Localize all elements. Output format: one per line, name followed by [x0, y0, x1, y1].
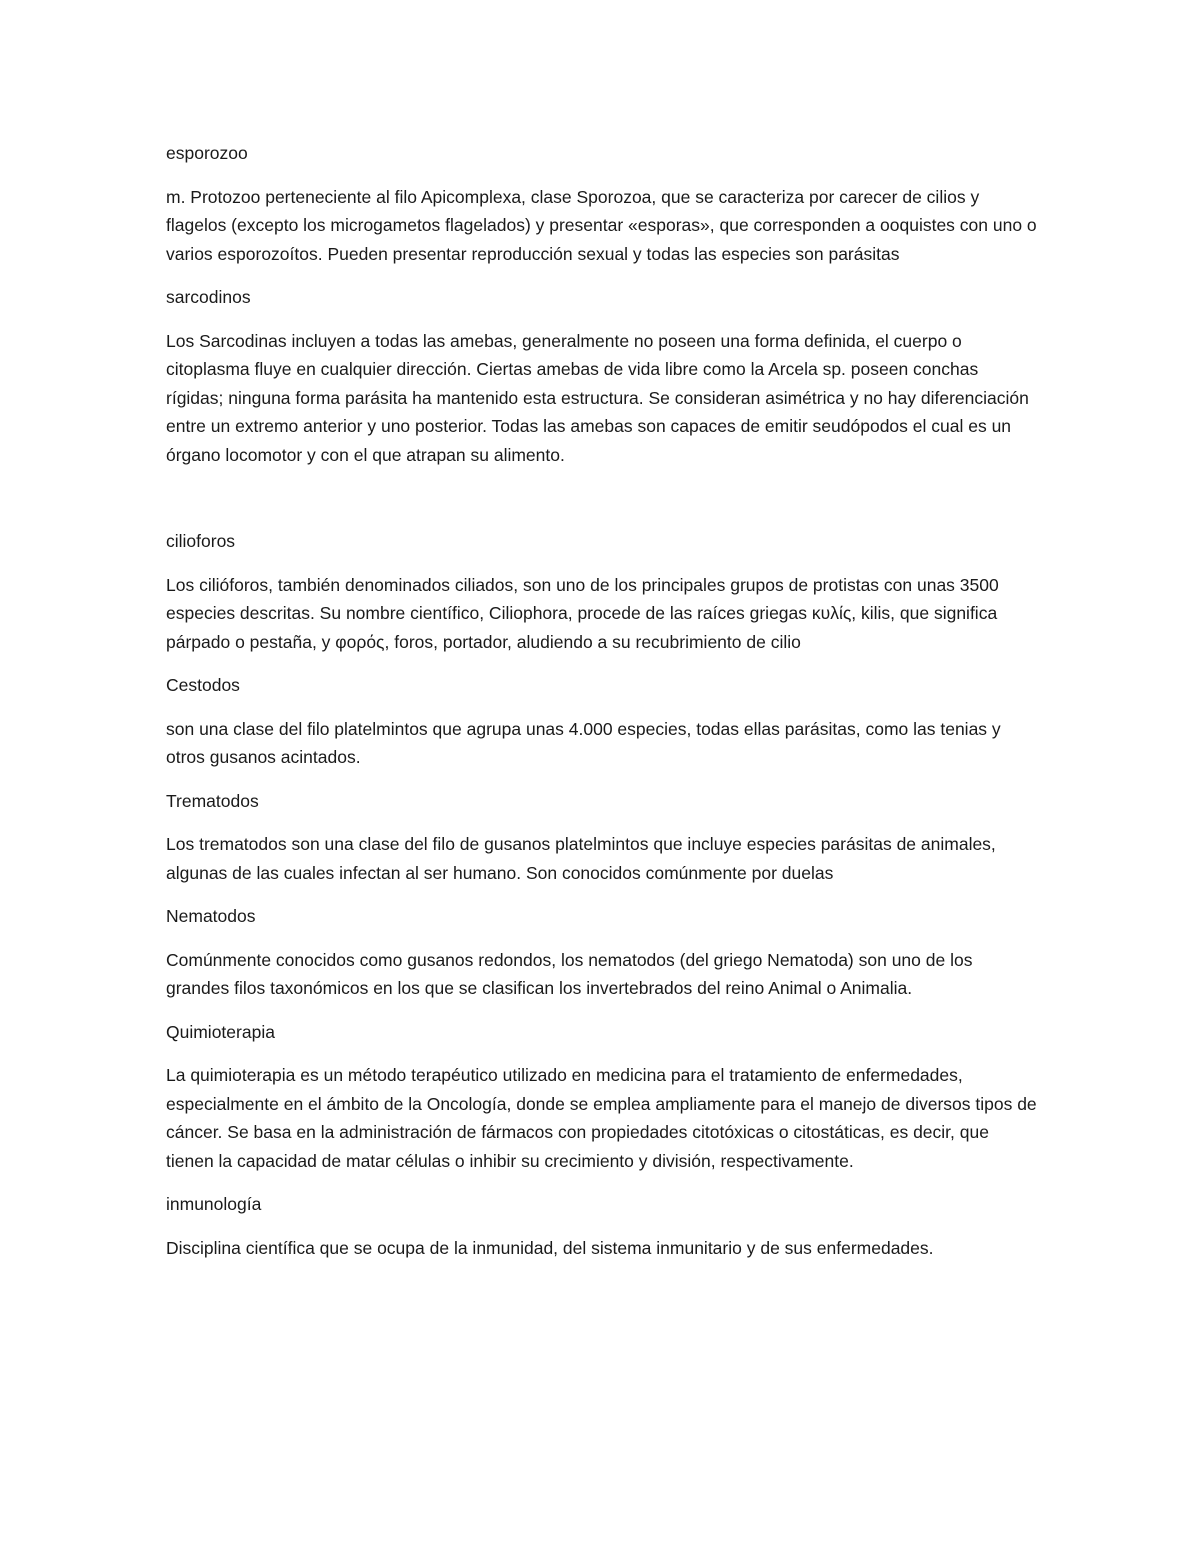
term-heading: sarcodinos: [166, 287, 251, 307]
term-heading: inmunología: [166, 1194, 262, 1214]
term-definition: Comúnmente conocidos como gusanos redondos, los nematodos (del griego Nematoda) son uno de los grandes filos taxonómicos en los que se clasifican los invertebrados del reino Animal o Animalia.: [166, 949, 973, 998]
blank-line: [166, 484, 1040, 527]
term-heading: Quimioterapia: [166, 1021, 275, 1042]
entry-esporozoo: [166, 139, 1040, 268]
entry-cestodos: [166, 671, 1040, 772]
term-definition: m. Protozoo perteneciente al filo Apicomplexa, clase Sporozoa, que se caracteriza por carecer de cilios y flagelos (excepto los microgametos flagelados) y presentar «esporas», que corresponden a ooquistes con uno o varios esporozoítos. Pueden presentar reproducción sexual y todas las especies son parásitas: [166, 186, 1037, 264]
term-definition: Disciplina científica que se ocupa de la inmunidad, del sistema inmunitario y de sus enfermedades.: [166, 1237, 934, 1258]
entry-sarcodinos: [166, 283, 1040, 469]
entry-nematodos: [166, 902, 1040, 1003]
term-definition: Los trematodos son una clase del filo de gusanos platelmintos que incluye especies parásitas de animales, algunas de las cuales infectan al ser humano. Son conocidos comúnmente por duelas: [166, 834, 996, 883]
term-heading: cilioforos: [166, 531, 236, 551]
term-definition: La quimioterapia es un método terapéutico utilizado en medicina para el tratamiento de enfermedades, especialmente en el ámbito de la Oncología, donde se emplea ampliamente para el manejo de diversos tipos de cáncer. Se basa en la administración de fármacos con propiedades citotóxicas o citostáticas, es decir, que tienen la capacidad de matar células o inhibir su crecimiento y división, respectivamente.: [166, 1065, 1037, 1171]
entry-quimioterapia: [166, 1018, 1040, 1176]
term-heading: Cestodos: [166, 675, 240, 695]
term-heading: Nematodos: [166, 906, 256, 926]
entry-trematodos: [166, 787, 1040, 888]
term-heading: Trematodos: [166, 790, 259, 811]
entry-inmunologia: [166, 1190, 1040, 1262]
term-definition: Los Sarcodinas incluyen a todas las amebas, generalmente no poseen una forma definida, el cuerpo o citoplasma fluye en cualquier dirección. Ciertas amebas de vida libre como la Arcela sp. poseen conchas rígidas; ninguna forma parásita ha mantenido esta estructura. Se consideran asimétrica y no hay diferenciación entre un extremo anterior y uno posterior. Todas las amebas son capaces de emitir seudópodos el cual es un órgano locomotor y con el que atrapan su alimento.: [166, 330, 1029, 465]
term-definition: son una clase del filo platelmintos que agrupa unas 4.000 especies, todas ellas parásitas, como las tenias y otros gusanos acintados.: [166, 718, 1001, 767]
term-definition: Los cilióforos, también denominados ciliados, son uno de los principales grupos de protistas con unas 3500 especies descritas. Su nombre científico, Ciliophora, procede de las raíces griegas κυλίς, kilis, que significa párpado o pestaña, y φορός, foros, portador, aludiendo a su recubrimiento de cilio: [166, 574, 999, 652]
entry-cilioforos: [166, 527, 1040, 656]
term-heading: esporozoo: [166, 143, 248, 163]
document-body: [166, 139, 1040, 1277]
